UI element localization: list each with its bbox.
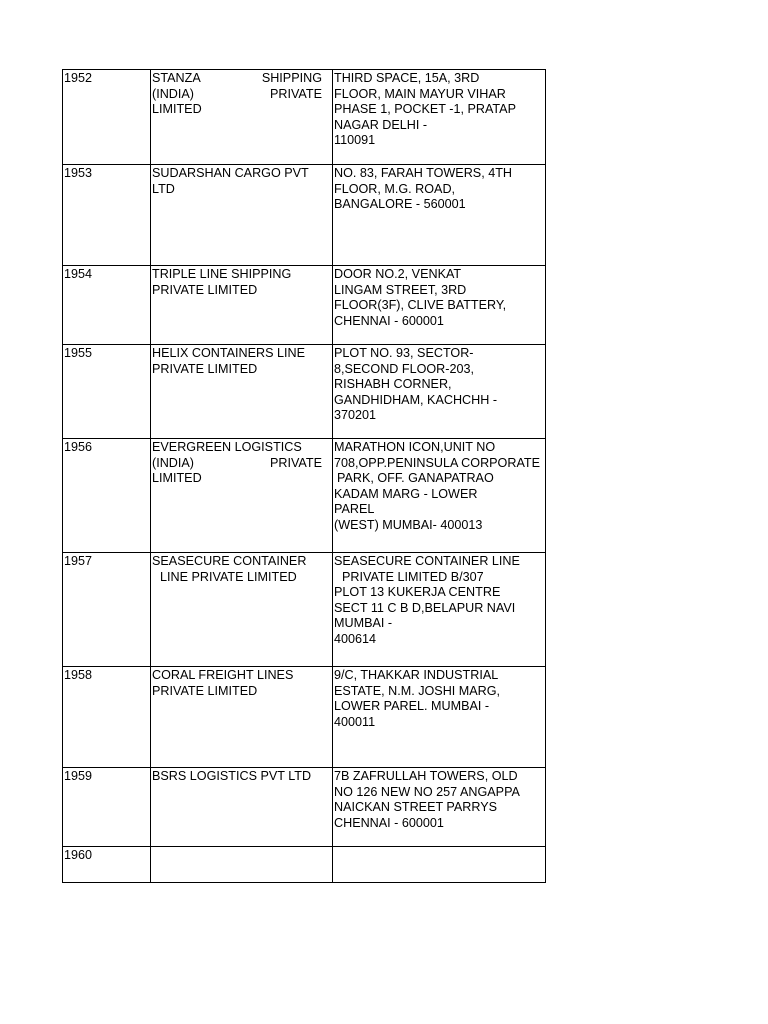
entry-number: 1955 (64, 346, 93, 360)
company-name-line: PRIVATE LIMITED (152, 361, 258, 376)
entry-number-cell (63, 70, 151, 165)
address-line: PARK, OFF. GANAPATRAO (337, 471, 494, 485)
entry-number-cell (63, 553, 151, 667)
address-line: FLOOR(3F), CLIVE BATTERY, (334, 298, 507, 312)
address-line: 370201 (334, 408, 377, 422)
address-line: GANDHIDHAM, KACHCHH - (334, 392, 498, 407)
entry-number-cell (63, 345, 151, 439)
address-cell (333, 553, 546, 667)
company-name-line: STANZA SHIPPING (152, 71, 322, 85)
company-name-cell (151, 553, 333, 667)
address-line: 8,SECOND FLOOR-203, (334, 361, 474, 376)
address-line: 110091 (334, 133, 376, 147)
address-line: 9/C, THAKKAR INDUSTRIAL (334, 668, 499, 682)
company-name-line: LINE PRIVATE LIMITED (160, 569, 297, 584)
table-row (63, 70, 546, 165)
address-line: THIRD SPACE, 15A, 3RD (334, 71, 480, 85)
address-line: NO 126 NEW NO 257 ANGAPPA (334, 784, 520, 799)
address-cell (333, 70, 546, 165)
company-name-line: LTD (152, 181, 175, 196)
address-line: FLOOR, MAIN MAYUR VIHAR (334, 86, 506, 101)
address-line: LINGAM STREET, 3RD (334, 282, 467, 297)
entry-number-cell (63, 266, 151, 345)
company-name-cell (151, 439, 333, 553)
table-row (63, 165, 546, 266)
address-line: SECT 11 C B D,BELAPUR NAVI (334, 600, 516, 615)
table-row (63, 768, 546, 847)
address-cell (333, 345, 546, 439)
address-line: PRIVATE LIMITED B/307 (342, 569, 484, 584)
company-name-cell (151, 165, 333, 266)
company-name-line: CORAL FREIGHT LINES (152, 668, 294, 682)
table-row (63, 667, 546, 768)
address-cell (333, 667, 546, 768)
address-line: PHASE 1, POCKET -1, PRATAP (334, 102, 516, 116)
address-line: LOWER PAREL. MUMBAI - (334, 699, 490, 713)
address-cell (333, 847, 546, 883)
table-row (63, 345, 546, 439)
entry-number-cell (63, 768, 151, 847)
address-line: KADAM MARG - LOWER (334, 486, 478, 501)
address-line: FLOOR, M.G. ROAD, (334, 181, 456, 196)
company-name-cell (151, 345, 333, 439)
company-name-line: HELIX CONTAINERS LINE (152, 346, 306, 360)
address-line: PAREL (334, 502, 375, 516)
address-line: PLOT NO. 93, SECTOR- (334, 346, 474, 360)
company-name-cell (151, 266, 333, 345)
address-line: DOOR NO.2, VENKAT (334, 267, 462, 281)
address-line: PLOT 13 KUKERJA CENTRE (334, 585, 501, 599)
entry-number-cell (63, 165, 151, 266)
address-line: MARATHON ICON,UNIT NO (334, 440, 496, 454)
company-name-line: BSRS LOGISTICS PVT LTD (152, 769, 312, 783)
entry-number: 1953 (64, 166, 93, 180)
address-line: RISHABH CORNER, (334, 377, 452, 391)
table-row (63, 847, 546, 883)
address-line: NAICKAN STREET PARRYS (334, 800, 498, 814)
address-cell (333, 439, 546, 553)
entry-number: 1957 (64, 554, 93, 568)
company-name-line: LIMITED (152, 102, 202, 116)
address-line: ESTATE, N.M. JOSHI MARG, (334, 683, 501, 698)
address-line: BANGALORE - 560001 (334, 197, 466, 211)
entry-number: 1956 (64, 440, 93, 454)
company-name-line: LIMITED (152, 471, 202, 485)
address-line: 400614 (334, 631, 377, 646)
entry-number-cell (63, 667, 151, 768)
address-line: NAGAR DELHI - (334, 117, 428, 132)
company-name-line: (INDIA) PRIVATE (152, 455, 322, 470)
entry-number: 1960 (64, 848, 93, 862)
company-name-line: PRIVATE LIMITED (152, 282, 258, 297)
company-name-cell (151, 70, 333, 165)
address-cell (333, 266, 546, 345)
company-name-line: PRIVATE LIMITED (152, 683, 258, 698)
company-name-line: EVERGREEN LOGISTICS (152, 440, 302, 454)
company-address-table (62, 69, 546, 883)
address-line: MUMBAI - (334, 616, 393, 630)
entry-number: 1952 (64, 71, 93, 85)
address-line: CHENNAI - 600001 (334, 313, 444, 328)
company-name-line: SEASECURE CONTAINER (152, 554, 307, 568)
address-line: SEASECURE CONTAINER LINE (334, 554, 520, 568)
entry-number: 1954 (64, 267, 93, 281)
table-row (63, 266, 546, 345)
table-row (63, 439, 546, 553)
entry-number-cell (63, 439, 151, 553)
entry-number: 1959 (64, 769, 93, 783)
company-name-line: (INDIA) PRIVATE (152, 86, 322, 101)
company-name-cell (151, 847, 333, 883)
entry-number: 1958 (64, 668, 93, 682)
address-line: CHENNAI - 600001 (334, 815, 444, 830)
address-line: 7B ZAFRULLAH TOWERS, OLD (334, 769, 518, 783)
address-cell (333, 165, 546, 266)
table-row (63, 553, 546, 667)
address-cell (333, 768, 546, 847)
address-line: NO. 83, FARAH TOWERS, 4TH (334, 166, 512, 180)
company-name-line: TRIPLE LINE SHIPPING (152, 267, 292, 281)
company-name-cell (151, 667, 333, 768)
address-line: (WEST) MUMBAI- 400013 (334, 517, 483, 532)
entry-number-cell (63, 847, 151, 883)
company-name-line: SUDARSHAN CARGO PVT (152, 166, 309, 180)
company-name-cell (151, 768, 333, 847)
address-line: 400011 (334, 714, 376, 729)
address-line: 708,OPP.PENINSULA CORPORATE (334, 455, 541, 470)
